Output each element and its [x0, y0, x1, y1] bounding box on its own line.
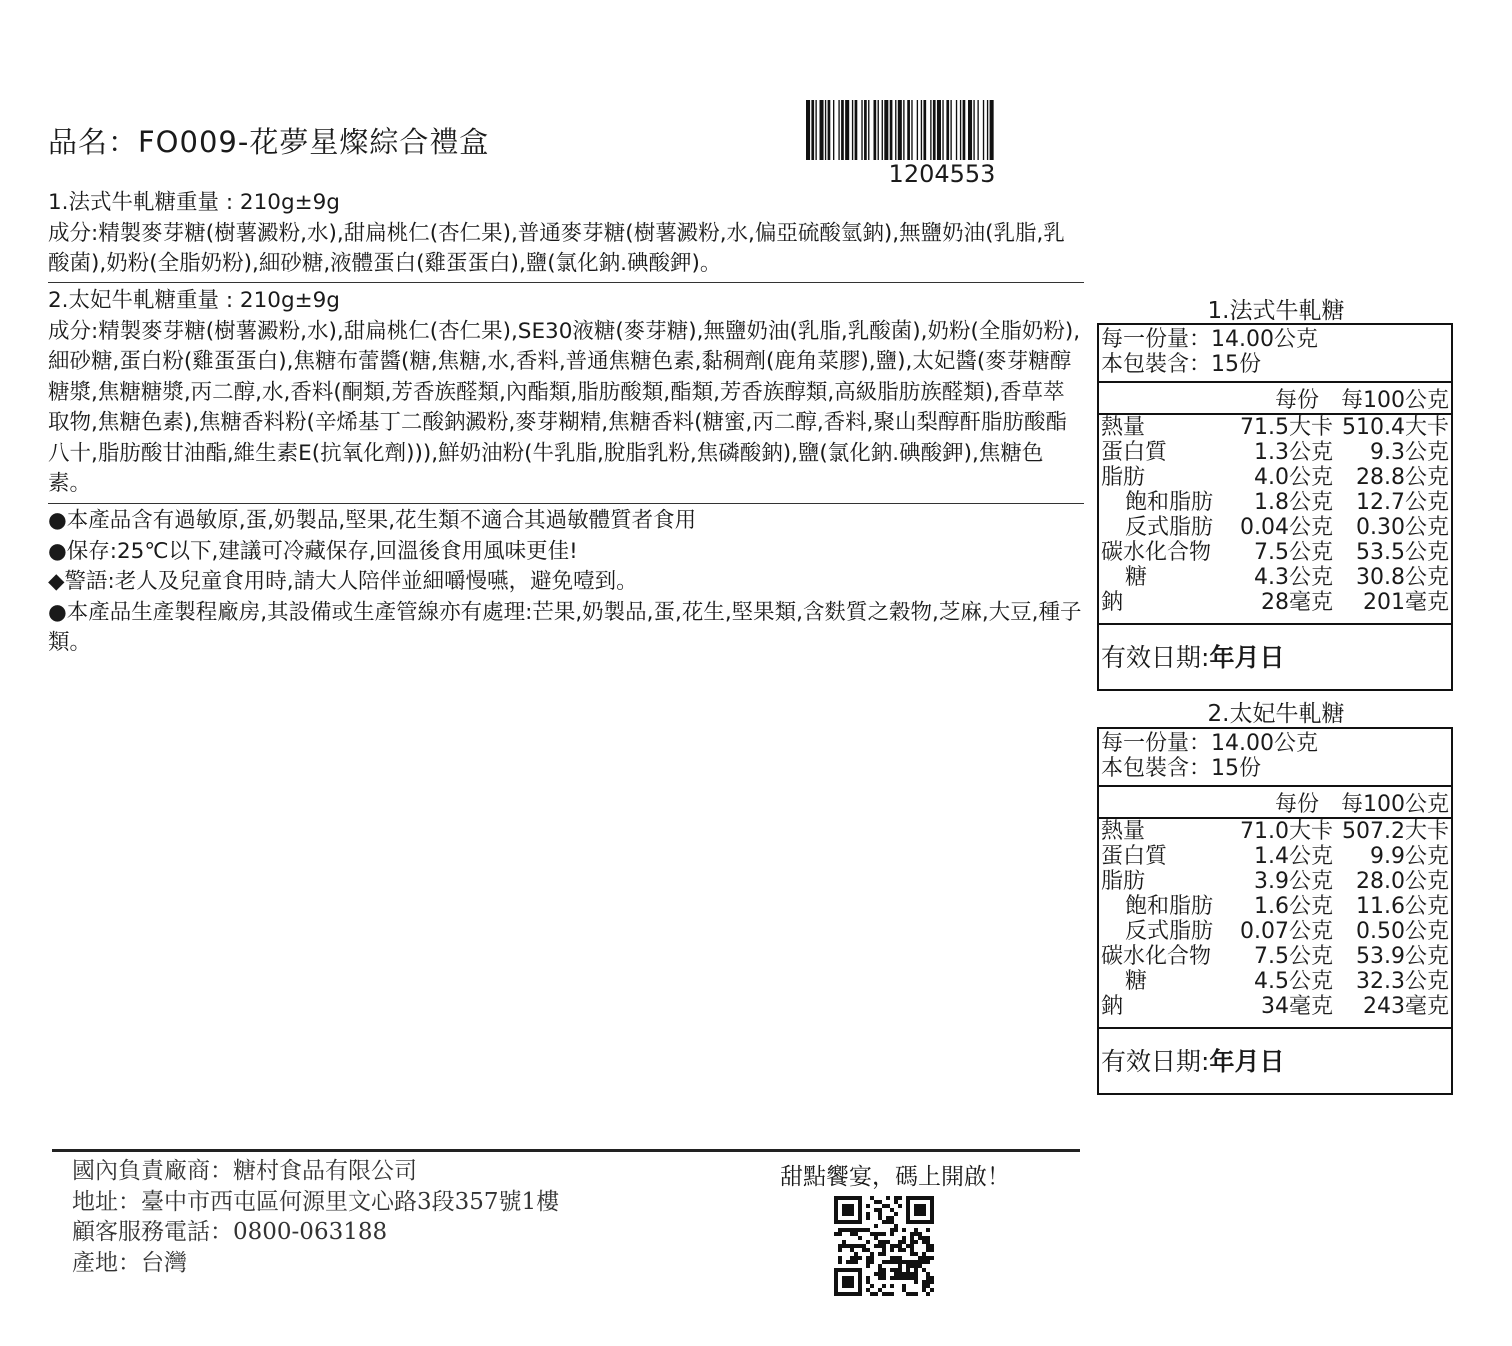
nutrient-per-serving: 34毫克 [1261, 994, 1333, 1019]
expiry-value: 年月日 [1209, 642, 1285, 672]
divider [48, 282, 1084, 283]
nutrient-row [1101, 944, 1449, 969]
nutrient-row [1101, 894, 1449, 919]
divider [48, 503, 1084, 504]
nutrient-label: 熱量 [1101, 819, 1146, 844]
nutrient-per-serving: 1.3公克 [1254, 440, 1333, 465]
allergen-note: ●本產品含有過敏原,蛋,奶製品,堅果,花生類不適合其過敏體質者食用 [48, 508, 697, 533]
nutrient-per-serving: 28毫克 [1261, 590, 1333, 615]
nutrient-per-serving: 1.4公克 [1254, 844, 1333, 869]
qr-code[interactable] [834, 1196, 934, 1296]
nutrient-label: 飽和脂肪 [1125, 894, 1214, 919]
nutrient-row [1101, 869, 1449, 894]
nutrient-label: 脂肪 [1101, 869, 1146, 894]
expiry-value: 年月日 [1209, 1046, 1285, 1076]
nutrition-table-1 [1097, 323, 1453, 691]
col-per-100g: 每100公克 [1341, 792, 1449, 817]
nutrient-per-serving: 1.6公克 [1254, 894, 1333, 919]
facility-note: ●本產品生產製程廠房,其設備或生產管線亦有處理:芒果,奶製品,蛋,花生,堅果類,含麩質之穀物,芝麻,大豆,種子類。 [48, 599, 1082, 655]
nutrient-per-100g: 507.2大卡 [1342, 819, 1449, 844]
nutrient-per-100g: 30.8公克 [1356, 565, 1449, 590]
nutrient-per-100g: 9.9公克 [1370, 844, 1449, 869]
footer-divider [52, 1149, 1080, 1152]
origin: 產地：台灣 [72, 1249, 187, 1276]
nutrient-per-100g: 28.8公克 [1356, 465, 1449, 490]
barcode-number: 1204553 [888, 160, 996, 188]
footer-info [72, 1156, 559, 1278]
nutrient-per-100g: 53.5公克 [1356, 540, 1449, 565]
col-per-serving: 每份 [1274, 792, 1319, 817]
warning-note: ◆警語:老人及兒童食用時,請大人陪伴並細嚼慢嚥，避免噎到。 [48, 569, 638, 594]
ingredients-text: 成分:精製麥芽糖(樹薯澱粉,水),甜扁桃仁(杏仁果),SE30液糖(麥芽糖),無鹽奶油(乳脂,乳酸菌),奶粉(全脂奶粉),細砂糖,蛋白粉(雞蛋蛋白),焦糖布蕾醬(糖,焦糖,水,香料,普通焦糖色素,黏稠劑(鹿角菜膠),鹽),太妃醬(麥芽糖醇糖漿,焦糖糖漿,丙二醇,水,香料(酮類,芳香族醛類,內酯類,脂肪酸類,酯類,芳香族醇類,高級脂肪族醛類),香草萃取物,焦糖色素),焦糖香料粉(辛烯基丁二酸鈉澱粉,麥芽糊精,焦糖香料(糖蜜,丙二醇,香料,聚山梨醇酐脂肪酸酯八十,脂肪酸甘油酯,維生素E(抗氧化劑))),鮮奶油粉(牛乳脂,脫脂乳粉,焦磷酸鈉),鹽(氯化鈉.碘酸鉀),焦糖色素。 [48, 318, 1081, 496]
nutrient-per-serving: 3.9公克 [1254, 869, 1333, 894]
nutrient-per-100g: 0.50公克 [1356, 919, 1449, 944]
manufacturer: 國內負責廠商：糖村食品有限公司 [72, 1158, 417, 1184]
ingredients-text: 成分:精製麥芽糖(樹薯澱粉,水),甜扁桃仁(杏仁果),普通麥芽糖(樹薯澱粉,水,偏亞硫酸氫鈉),無鹽奶油(乳脂,乳酸菌),奶粉(全脂奶粉),細砂糖,液體蛋白(雞蛋蛋白),鹽(氯化鈉.碘酸鉀)。 [48, 220, 1065, 276]
nutrient-per-serving: 7.5公克 [1254, 944, 1333, 969]
nutrient-per-serving: 7.5公克 [1254, 540, 1333, 565]
col-per-serving: 每份 [1274, 388, 1319, 413]
nutrient-per-serving: 1.8公克 [1254, 490, 1333, 515]
barcode [806, 100, 1078, 160]
expiry-date [1099, 1029, 1451, 1093]
section-heading: 2.太妃牛軋糖重量 : 210g±9g [48, 288, 340, 313]
servings-per-pack: 本包裝含：15份 [1101, 352, 1261, 377]
nutrient-per-serving: 0.07公克 [1240, 919, 1333, 944]
servings-per-pack: 本包裝含：15份 [1101, 756, 1261, 781]
nutrient-per-serving: 4.3公克 [1254, 565, 1333, 590]
nutrient-per-100g: 0.30公克 [1356, 515, 1449, 540]
nutrient-per-100g: 9.3公克 [1370, 440, 1449, 465]
nutrient-row [1101, 415, 1449, 440]
nutrient-per-100g: 53.9公克 [1356, 944, 1449, 969]
address: 地址：臺中市西屯區何源里文心路3段357號1樓 [72, 1188, 560, 1215]
nutrient-row [1101, 919, 1449, 944]
nutrient-label: 鈉 [1101, 590, 1124, 615]
nutrient-label: 碳水化合物 [1101, 540, 1212, 565]
customer-service-phone: 顧客服務電話：0800-063188 [72, 1219, 388, 1245]
nutrient-label: 蛋白質 [1101, 440, 1168, 465]
nutrient-per-100g: 11.6公克 [1356, 894, 1449, 919]
nutrient-per-100g: 510.4大卡 [1342, 415, 1449, 440]
nutrient-per-serving: 71.0大卡 [1240, 819, 1333, 844]
nutrient-row [1101, 440, 1449, 465]
storage-note: ●保存:25℃以下,建議可冷藏保存,回溫後食用風味更佳! [48, 538, 578, 564]
nutrient-label: 飽和脂肪 [1125, 490, 1214, 515]
nutrition-title: 1.法式牛軋糖 [1207, 298, 1345, 324]
notes-block [48, 506, 1084, 659]
nutrient-per-100g: 201毫克 [1363, 590, 1449, 615]
qr-caption: 甜點饗宴，碼上開啟！ [780, 1164, 1010, 1190]
expiry-label: 有效日期: [1101, 642, 1210, 672]
nutrient-row [1101, 819, 1449, 844]
nutrient-row [1101, 565, 1449, 590]
nutrient-row [1101, 994, 1449, 1019]
nutrient-per-serving: 0.04公克 [1240, 515, 1333, 540]
section-french-nougat [48, 188, 1084, 280]
nutrient-per-serving: 71.5大卡 [1240, 415, 1333, 440]
nutrient-per-100g: 243毫克 [1363, 994, 1449, 1019]
expiry-label: 有效日期: [1101, 1046, 1210, 1076]
nutrient-label: 脂肪 [1101, 465, 1146, 490]
product-title: 品名：FO009-花夢星燦綜合禮盒 [48, 125, 490, 159]
nutrition-rows [1099, 819, 1451, 1029]
nutrient-per-serving: 4.0公克 [1254, 465, 1333, 490]
nutrition-rows [1099, 415, 1451, 625]
serving-size: 每一份量：14.00公克 [1101, 731, 1318, 756]
nutrient-row [1101, 490, 1449, 515]
nutrient-label: 碳水化合物 [1101, 944, 1212, 969]
nutrient-label: 鈉 [1101, 994, 1124, 1019]
nutrient-per-100g: 12.7公克 [1356, 490, 1449, 515]
serving-size: 每一份量：14.00公克 [1101, 327, 1318, 352]
nutrient-label: 反式脂肪 [1125, 919, 1214, 944]
nutrient-row [1101, 969, 1449, 994]
nutrient-row [1101, 590, 1449, 615]
col-per-100g: 每100公克 [1341, 388, 1449, 413]
nutrition-table-2 [1097, 727, 1453, 1095]
expiry-date [1099, 625, 1451, 689]
nutrient-per-100g: 28.0公克 [1356, 869, 1449, 894]
nutrient-label: 糖 [1125, 969, 1148, 994]
nutrient-row [1101, 465, 1449, 490]
nutrient-per-serving: 4.5公克 [1254, 969, 1333, 994]
section-toffee-nougat [48, 286, 1084, 500]
nutrient-row [1101, 844, 1449, 869]
nutrient-row [1101, 540, 1449, 565]
nutrient-label: 熱量 [1101, 415, 1146, 440]
nutrient-per-100g: 32.3公克 [1356, 969, 1449, 994]
section-heading: 1.法式牛軋糖重量 : 210g±9g [48, 190, 340, 215]
nutrient-label: 反式脂肪 [1125, 515, 1214, 540]
nutrient-label: 蛋白質 [1101, 844, 1168, 869]
nutrient-row [1101, 515, 1449, 540]
nutrition-title: 2.太妃牛軋糖 [1207, 701, 1345, 727]
nutrient-label: 糖 [1125, 565, 1148, 590]
